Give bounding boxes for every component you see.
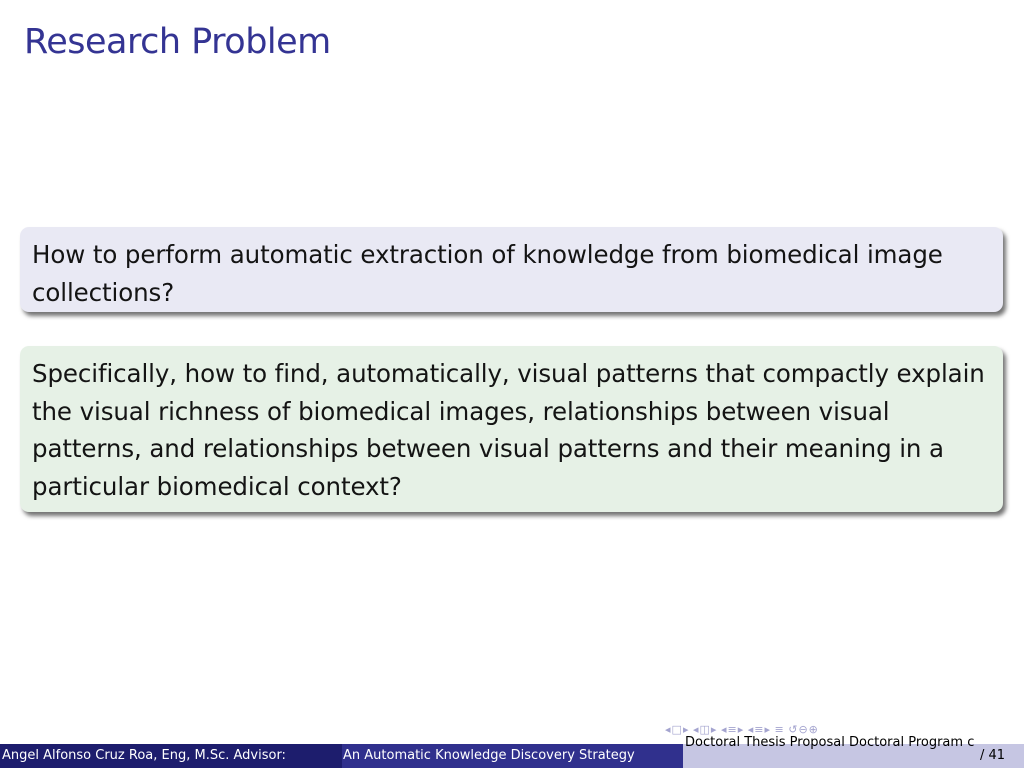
nav-subsection-icon[interactable]: ≡	[727, 723, 737, 736]
nav-section-icon[interactable]: ≡	[754, 723, 764, 736]
nav-zoom-in-icon[interactable]: ⊕	[808, 723, 818, 736]
nav-appendix-icon[interactable]: ≡	[774, 723, 784, 736]
nav-search-icon[interactable]: ↺	[788, 723, 798, 736]
nav-next-subsection-icon[interactable]: ▸	[737, 723, 744, 736]
specific-question-block	[20, 346, 1003, 512]
nav-slide-icon[interactable]: □	[671, 723, 682, 736]
nav-prev-slide-icon[interactable]: ◂	[665, 723, 671, 736]
slide-title: Research Problem	[24, 22, 331, 62]
nav-next-frame-icon[interactable]: ▸	[710, 723, 717, 736]
footer-date: Doctoral Thesis Proposal Doctoral Program c	[685, 735, 975, 750]
research-question-block	[20, 227, 1003, 312]
nav-prev-subsection-icon[interactable]: ◂	[720, 723, 727, 736]
footer-author: Angel Alfonso Cruz Roa, Eng, M.Sc. Advisor:	[0, 744, 342, 768]
nav-prev-frame-icon[interactable]: ◂	[692, 723, 699, 736]
footer-page-number: / 41	[980, 748, 1006, 763]
footer-date-section	[683, 735, 1024, 768]
nav-zoom-icon[interactable]: ⊖	[798, 723, 808, 736]
nav-next-section-icon[interactable]: ▸	[764, 723, 770, 736]
specific-question-text: Specifically, how to find, automatically, visual patterns that compactly explain the visual richness of biomedical images, relationships between visual patterns, and relationships between visual patterns and their meaning in a particular biomedical context?	[32, 359, 985, 501]
nav-next-slide-icon[interactable]: ▸	[682, 723, 689, 736]
footer	[0, 735, 1024, 768]
nav-frame-icon[interactable]: ◫	[699, 723, 710, 736]
research-question-text: How to perform automatic extraction of knowledge from biomedical image collections?	[32, 240, 943, 307]
footer-talk-title: An Automatic Knowledge Discovery Strategy	[342, 744, 683, 768]
nav-prev-section-icon[interactable]: ◂	[747, 723, 754, 736]
